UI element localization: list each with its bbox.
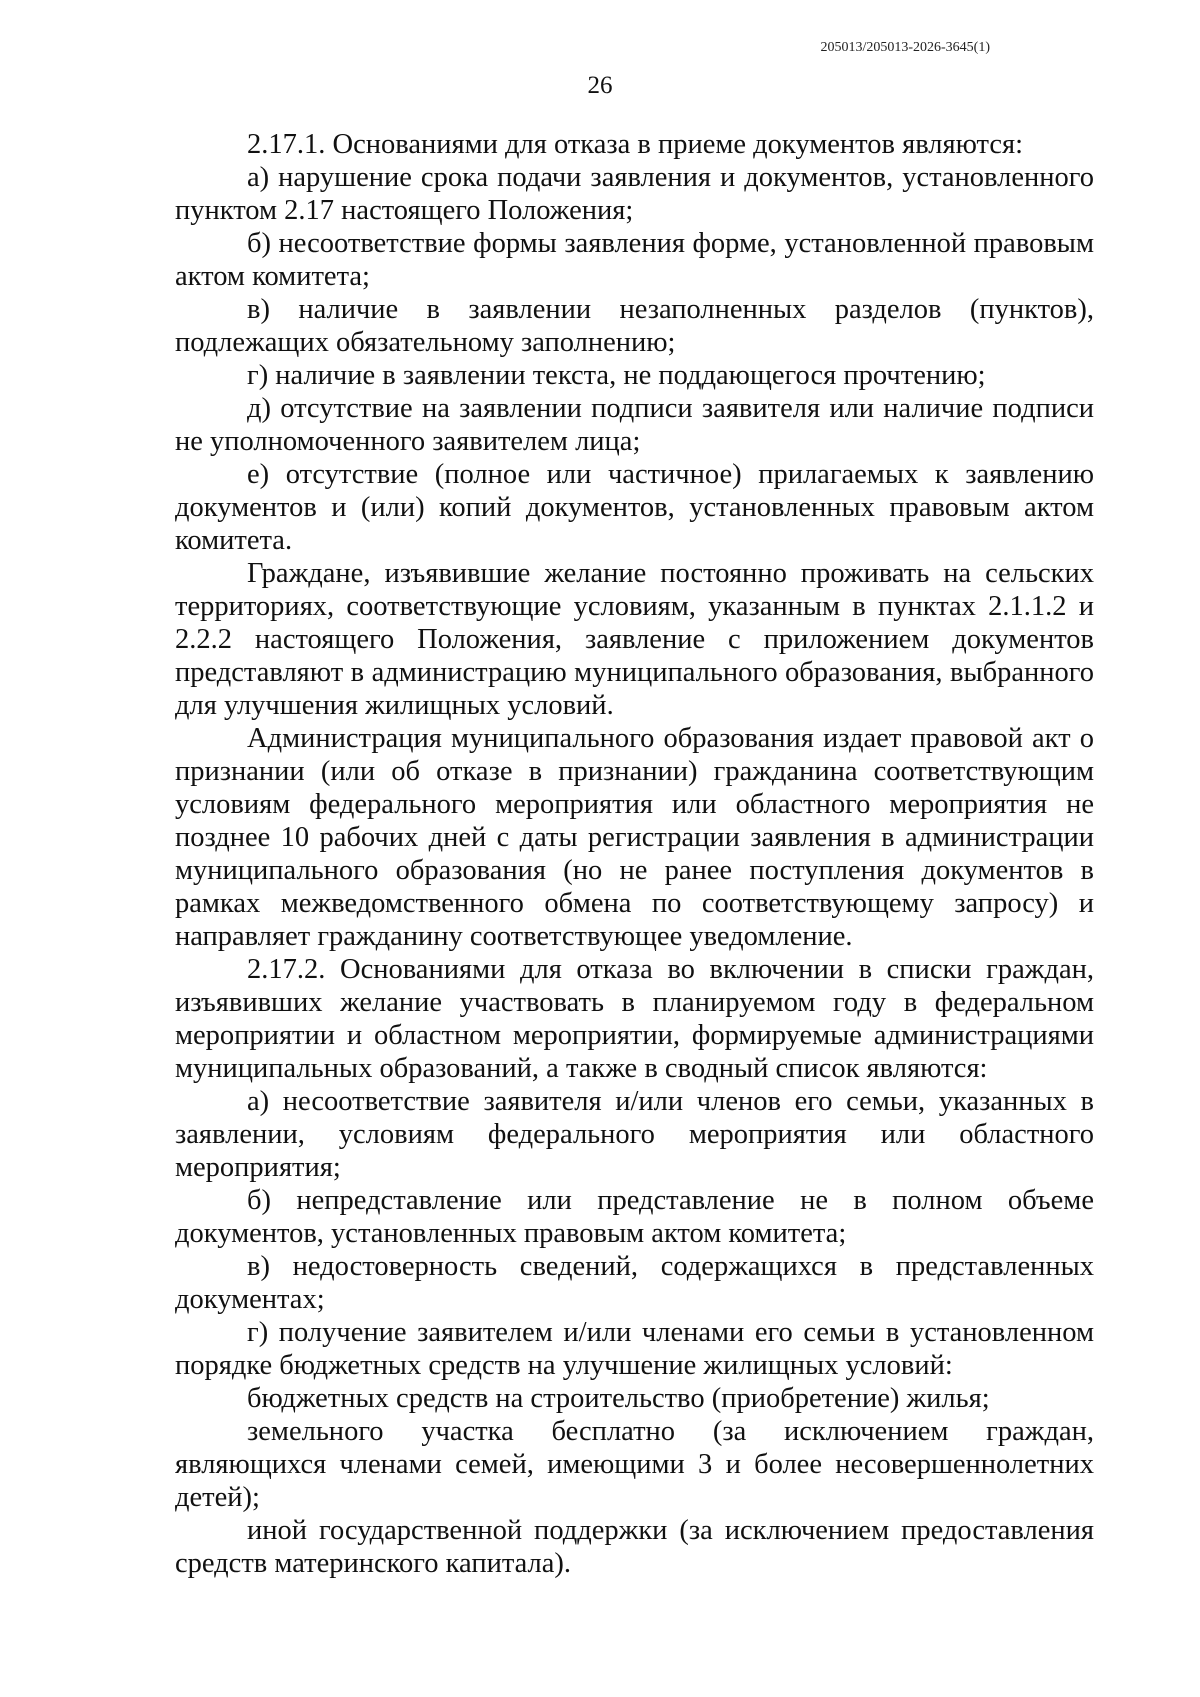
document-body [175,128,1094,1580]
sub-item-construction-funds: бюджетных средств на строительство (приобретение) жилья; [247,1383,990,1414]
list-item-a-nonconformity: а) несоответствие заявителя и/или членов его семьи, указанных в заявлении, условиям федерального мероприятия или областного мероприятия; [175,1086,1094,1183]
paragraph-2-17-1: 2.17.1. Основаниями для отказа в приеме документов являются: [247,129,1023,160]
list-item-g-unreadable-text: г) наличие в заявлении текста, не поддающегося прочтению; [247,360,986,391]
list-item-v-inaccurate-info: в) недостоверность сведений, содержащихся в представленных документах; [175,1251,1094,1315]
list-item-b-form-mismatch: б) несоответствие формы заявления форме, установленной правовым актом комитета; [175,228,1094,292]
page-number: 26 [587,72,613,99]
paragraph-citizens-rural: Граждане, изъявившие желание постоянно проживать на сельских территориях, соответствующие условиям, указанным в пунктах 2.1.1.2 и 2.2.2 настоящего Положения, заявление с приложением документов представляют в администрацию муниципального образования, выбранного для улучшения жилищных условий. [175,558,1094,721]
list-item-b-incomplete-documents: б) непредставление или представление не в полном объеме документов, установленных правовым актом комитета; [175,1185,1094,1249]
list-item-e-missing-documents: е) отсутствие (полное или частичное) прилагаемых к заявлению документов и (или) копий документов, установленных правовым актом комитета. [175,459,1094,556]
list-item-d-missing-signature: д) отсутствие на заявлении подписи заявителя или наличие подписи не уполномоченного заявителем лица; [175,393,1094,457]
document-registration-number: 205013/205013-2026-3645(1) [820,40,990,55]
list-item-a-deadline-violation: а) нарушение срока подачи заявления и документов, установленного пунктом 2.17 настоящего Положения; [175,162,1094,226]
paragraph-administration-act: Администрация муниципального образования издает правовой акт о признании (или об отказе в признании) гражданина соответствующим условиям федерального мероприятия или областного мероприятия не позднее 10 рабочих дней с даты регистрации заявления в администрации муниципального образования (но не ранее поступления документов в рамках межведомственного обмена по соответствующему запросу) и направляет гражданину соответствующее уведомление. [175,723,1094,952]
paragraph-2-17-2: 2.17.2. Основаниями для отказа во включении в списки граждан, изъявивших желание участвовать в планируемом году в федеральном мероприятии и областном мероприятии, формируемые администрациями муниципальных образований, а также в сводный список являются: [175,954,1094,1084]
list-item-v-unfilled-sections: в) наличие в заявлении незаполненных разделов (пунктов), подлежащих обязательному заполнению; [175,294,1094,358]
sub-item-other-support: иной государственной поддержки (за исключением предоставления средств материнского капитала). [175,1515,1094,1579]
list-item-g-previous-funds: г) получение заявителем и/или членами его семьи в установленном порядке бюджетных средств на улучшение жилищных условий: [175,1317,1094,1381]
sub-item-land-plot: земельного участка бесплатно (за исключением граждан, являющихся членами семей, имеющими 3 и более несовершеннолетних детей); [175,1416,1094,1513]
